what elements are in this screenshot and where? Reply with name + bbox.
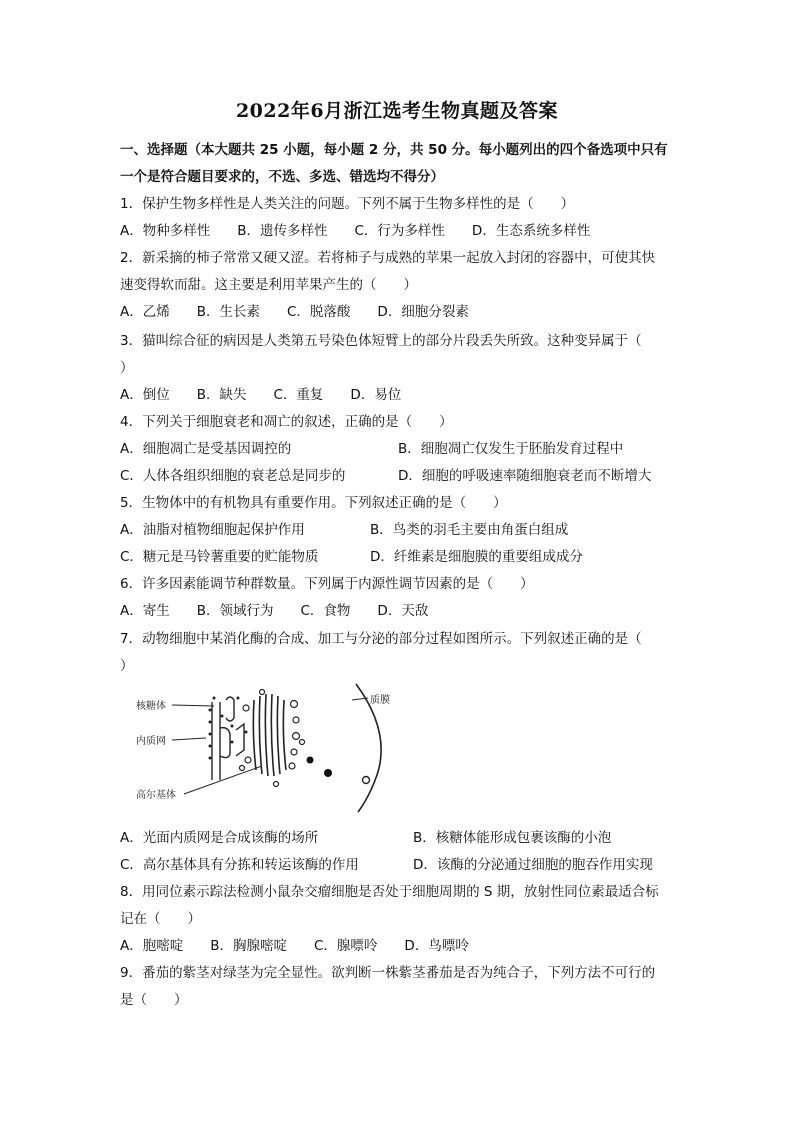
q5-stem: 5．生物体中的有机物具有重要作用。下列叙述正确的是（ ） [120, 495, 507, 511]
q4-option-b: B．细胞凋亡仅发生于胚胎发育过程中 [398, 441, 624, 457]
q7-stem-line-1: 7．动物细胞中某消化酶的合成、加工与分泌的部分过程如图所示。下列叙述正确的是（ [120, 631, 642, 647]
q5-option-d: D．纤维素是细胞膜的重要组成成分 [370, 549, 583, 565]
q7-option-d: D．该酶的分泌通过细胞的胞吞作用实现 [413, 857, 653, 873]
page-title: 2022年6月浙江选考生物真题及答案 [235, 100, 559, 122]
q8-options: A．胞嘧啶 B．胸腺嘧啶 C．腺嘌呤 D．鸟嘌呤 [120, 938, 469, 954]
q4-option-c: C．人体各组织细胞的衰老总是同步的 [120, 468, 346, 484]
q5-option-c: C．糖元是马铃薯重要的贮能物质 [120, 549, 319, 565]
q4-stem: 4．下列关于细胞衰老和凋亡的叙述，正确的是（ ） [120, 414, 453, 430]
q9-stem-line-1: 9．番茄的紫茎对绿茎为完全显性。欲判断一株紫茎番茄是否为纯合子，下列方法不可行的 [120, 965, 656, 981]
secretory-vesicle-2 [324, 769, 332, 777]
q4-option-d: D．细胞的呼吸速率随细胞衰老而不断增大 [398, 468, 652, 484]
golgi-apparatus [253, 694, 286, 776]
q9-stem-line-2: 是（ ） [120, 992, 188, 1008]
q7-option-a: A．光面内质网是合成该酶的场所 [120, 830, 319, 846]
q5-option-a: A．油脂对植物细胞起保护作用 [120, 522, 305, 538]
q8-stem-line-1: 8．用同位素示踪法检测小鼠杂交瘤细胞是否处于细胞周期的 S 期，放射性同位素最适合标 [120, 884, 659, 900]
membrane-label: 质膜 [370, 695, 390, 706]
q3-options: A．倒位 B．缺失 C．重复 D．易位 [120, 387, 402, 403]
q6-options: A．寄生 B．领域行为 C．食物 D．天敌 [120, 603, 429, 619]
q4-option-a: A．细胞凋亡是受基因调控的 [120, 441, 292, 457]
q6-stem: 6．许多因素能调节种群数量。下列属于内源性调节因素的是（ ） [120, 576, 534, 592]
q7-option-c: C．高尔基体具有分拣和转运该酶的作用 [120, 857, 359, 873]
golgi-label: 高尔基体 [136, 790, 176, 801]
q3-stem-line-1: 3．猫叫综合征的病因是人类第五号染色体短臂上的部分片段丢失所致。这种变异属于（ [120, 333, 642, 349]
q7-stem-line-2: ） [120, 658, 134, 674]
q2-stem-line-1: 2．新采摘的柿子常常又硬又涩。若将柿子与成熟的苹果一起放入封闭的容器中，可使其快 [120, 250, 656, 266]
ribosome-label: 核糖体 [136, 701, 166, 712]
golgi-pointer [184, 766, 262, 794]
q2-stem-line-2: 速变得软而甜。这主要是利用苹果产生的（ ） [120, 277, 417, 293]
secretory-vesicle-1 [307, 757, 314, 764]
section-heading-line-2: 一个是符合题目要求的，不选、多选、错选均不得分） [120, 169, 444, 185]
section-heading-line-1: 一、选择题（本大题共 25 小题，每小题 2 分，共 50 分。每小题列出的四个备选项中只有 [120, 142, 668, 158]
er-label: 内质网 [136, 736, 166, 747]
q1-stem: 1．保护生物多样性是人类关注的问题。下列不属于生物多样性的是（ ） [120, 196, 575, 212]
q5-option-b: B．鸟类的羽毛主要由角蛋白组成 [370, 522, 569, 538]
er-vesicles [240, 705, 252, 771]
exocytosis-vesicle [363, 777, 370, 784]
q2-options: A．乙烯 B．生长素 C．脱落酸 D．细胞分裂素 [120, 304, 469, 320]
cell-secretion-diagram [134, 680, 404, 815]
q8-stem-line-2: 记在（ ） [120, 911, 201, 927]
er-pointer [172, 738, 206, 740]
ribosome-dots [209, 697, 248, 760]
q7-option-b: B．核糖体能形成包裹该酶的小泡 [413, 830, 612, 846]
q1-options: A．物种多样性 B．遗传多样性 C．行为多样性 D．生态系统多样性 [120, 223, 591, 239]
q3-stem-line-2: ） [120, 360, 134, 376]
ribosome-pointer [172, 705, 214, 706]
